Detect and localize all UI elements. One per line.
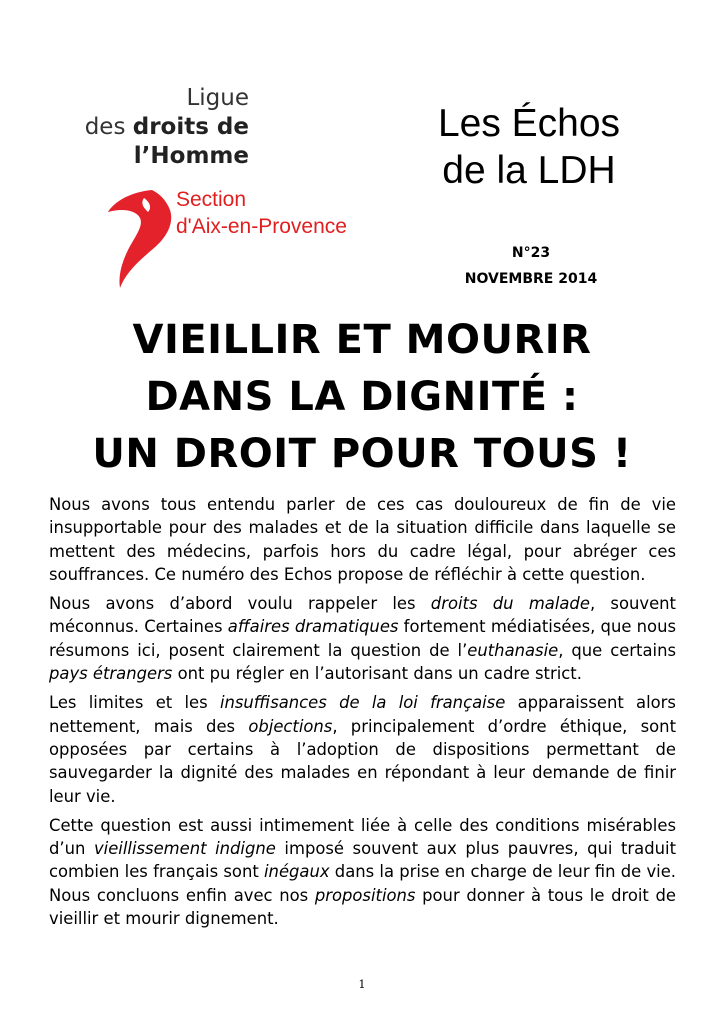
p3-text-3: , principalement d’ordre éthique, sont opposées par certains à l’adoption de dispositions permettant de sauvegarder la dignité des malades en répondant à leur demande de finir leur vie. [49, 716, 676, 806]
issue-date: NOVEMBRE 2014 [464, 271, 598, 287]
flame-shape [108, 190, 171, 288]
logo-droits-de: droits de [132, 114, 249, 140]
section-line-2: d'Aix-en-Provence [176, 215, 347, 238]
headline-line-1: VIEILLIR ET MOURIR [132, 317, 592, 363]
issue-number: N°23 [511, 245, 551, 261]
paragraph-2 [49, 592, 676, 685]
logo-line-ligue: Ligue [186, 85, 249, 111]
logo-line-homme [49, 142, 249, 171]
p2-text-4: , que certains [558, 640, 676, 660]
p3-emphasis-2: objections [248, 716, 333, 736]
p2-emphasis-1: droits du malade [430, 594, 590, 614]
p4-text-1: Cette question est aussi intimement liée à celle des conditions misérables d’un [49, 815, 676, 859]
section-label [176, 186, 347, 240]
p2-emphasis-4: pays étrangers [49, 664, 173, 684]
logo-line-droits [49, 113, 249, 142]
p3-text-1: Les limites et les [49, 693, 220, 713]
newsletter-title-line-1: Les Échos [437, 102, 621, 145]
article-body [49, 493, 676, 936]
page-number: 1 [358, 978, 366, 991]
newsletter-title-line-2: de la LDH [442, 149, 616, 192]
ldh-flame-logo-icon [100, 188, 180, 290]
p3-emphasis-1: insuffisances de la loi française [219, 693, 506, 713]
p4-text-3: dans la prise en charge de leur fin de vie. Nous concluons enfin avec nos [49, 862, 676, 905]
p4-text-4: pour donner à tous le droit de vieillir et mourir dignement. [49, 885, 677, 929]
issue-info [455, 240, 607, 292]
newsletter-title [420, 100, 638, 194]
headline-line-3: UN DROIT POUR TOUS ! [92, 431, 632, 477]
paragraph-3 [49, 691, 676, 807]
p4-emphasis-1: vieillissement indigne [93, 839, 276, 859]
p2-text-5: ont pu régler en l’autorisant dans un cadre strict. [172, 664, 582, 684]
paragraph-4 [49, 814, 676, 930]
p2-emphasis-2: affaires dramatiques [227, 617, 399, 637]
logo-des: des [84, 114, 133, 140]
logo-homme: l’Homme [133, 143, 249, 169]
section-line-1: Section [176, 188, 247, 211]
p4-emphasis-3: propositions [314, 885, 416, 905]
headline [40, 312, 684, 483]
p4-text-2: imposé souvent aux plus pauvres, qui traduit combien les français sont [49, 839, 676, 882]
paragraph-1: Nous avons tous entendu parler de ces cas douloureux de fin de vie insupportable pour des malades et de la situation difficile dans laquelle se mettent des médecins, parfois hors du cadre légal, pour abréger ces souffrances. Ce numéro des Echos propose de réfléchir à cette question. [49, 495, 676, 584]
p2-text-3: fortement médiatisées, que nous résumons ici, posent clairement la question de l’ [49, 617, 677, 660]
p2-emphasis-3: euthanasie [467, 640, 559, 660]
p3-text-2: apparaissent alors nettement, mais des [49, 693, 676, 736]
p2-text-1: Nous avons d’abord voulu rappeler les [49, 594, 431, 614]
headline-line-2: DANS LA DIGNITÉ : [145, 374, 579, 420]
p4-emphasis-2: inégaux [264, 862, 330, 882]
p2-text-2: , souvent méconnus. Certaines [49, 594, 676, 637]
ldh-logo-text [49, 84, 249, 171]
